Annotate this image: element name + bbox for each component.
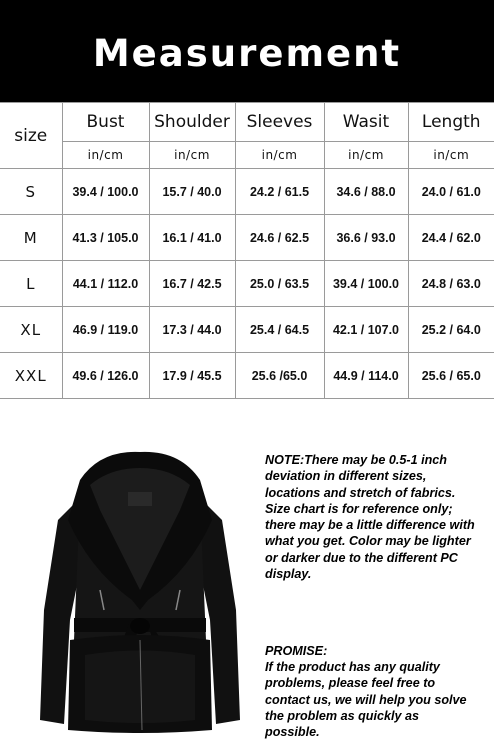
waist-column-header: Wasit	[324, 103, 408, 142]
length-column-header: Length	[408, 103, 494, 142]
bust-cell: 44.1 / 112.0	[62, 261, 149, 307]
size-cell: XXL	[0, 353, 62, 399]
unit-row	[0, 142, 494, 169]
sleeves-cell: 24.2 / 61.5	[235, 169, 324, 215]
shoulder-cell: 17.9 / 45.5	[149, 353, 235, 399]
length-cell: 25.2 / 64.0	[408, 307, 494, 353]
bust-cell: 41.3 / 105.0	[62, 215, 149, 261]
sleeves-cell: 25.0 / 63.5	[235, 261, 324, 307]
bust-column-header: Bust	[62, 103, 149, 142]
size-cell: XL	[0, 307, 62, 353]
unit-label: in/cm	[62, 142, 149, 169]
size-cell: L	[0, 261, 62, 307]
length-cell: 24.8 / 63.0	[408, 261, 494, 307]
jacket-product-image	[30, 440, 250, 735]
bust-cell: 49.6 / 126.0	[62, 353, 149, 399]
length-cell: 25.6 / 65.0	[408, 353, 494, 399]
length-cell: 24.0 / 61.0	[408, 169, 494, 215]
unit-label: in/cm	[324, 142, 408, 169]
length-cell: 24.4 / 62.0	[408, 215, 494, 261]
table-row	[0, 215, 494, 261]
waist-cell: 36.6 / 93.0	[324, 215, 408, 261]
sleeves-cell: 24.6 / 62.5	[235, 215, 324, 261]
bust-cell: 39.4 / 100.0	[62, 169, 149, 215]
bust-cell: 46.9 / 119.0	[62, 307, 149, 353]
table-row	[0, 261, 494, 307]
shoulder-cell: 17.3 / 44.0	[149, 307, 235, 353]
sleeves-cell: 25.4 / 64.5	[235, 307, 324, 353]
table-row	[0, 353, 494, 399]
sleeves-column-header: Sleeves	[235, 103, 324, 142]
shoulder-column-header: Shoulder	[149, 103, 235, 142]
table-row	[0, 307, 494, 353]
waist-cell: 44.9 / 114.0	[324, 353, 408, 399]
jacket-icon	[30, 440, 250, 735]
note-text: NOTE:There may be 0.5-1 inch deviation in different sizes, locations and stretch of fabrics. Size chart is for reference only; there may be a little difference with what you get. Color may be lighter or darker due to the different PC display.	[265, 453, 475, 582]
shoulder-cell: 16.7 / 42.5	[149, 261, 235, 307]
unit-label: in/cm	[408, 142, 494, 169]
unit-label: in/cm	[235, 142, 324, 169]
shoulder-cell: 16.1 / 41.0	[149, 215, 235, 261]
waist-cell: 42.1 / 107.0	[324, 307, 408, 353]
unit-label: in/cm	[149, 142, 235, 169]
promise-text: If the product has any quality problems, please feel free to contact us, we will help you solve the problem as quickly as possible.	[265, 660, 467, 740]
table-header-row	[0, 103, 494, 142]
waist-cell: 34.6 / 88.0	[324, 169, 408, 215]
waist-cell: 39.4 / 100.0	[324, 261, 408, 307]
size-cell: M	[0, 215, 62, 261]
size-cell: S	[0, 169, 62, 215]
sleeves-cell: 25.6 /65.0	[235, 353, 324, 399]
header-title: Measurement	[92, 31, 402, 75]
shoulder-cell: 15.7 / 40.0	[149, 169, 235, 215]
size-chart-table	[0, 102, 494, 399]
size-column-header: size	[0, 103, 62, 169]
promise-title: PROMISE:	[265, 644, 328, 658]
measurement-header	[0, 0, 494, 102]
table-row	[0, 169, 494, 215]
